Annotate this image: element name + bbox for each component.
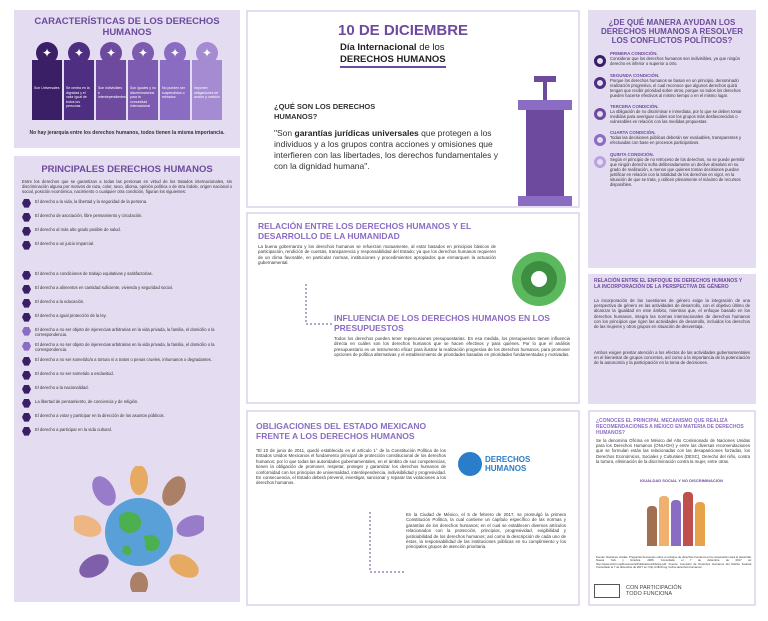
hexagon-icon [22,227,31,236]
question-heading: ¿QUÉ SON LOS DERECHOS HUMANOS? [274,102,376,121]
page-title: 10 DE DICIEMBRE [338,22,469,39]
hexagon-icon [22,213,31,222]
list-item: PRIMERA CONDICIÓN. Considerar que los derechos humanos son indivisibles, ya que ningún derecho es inferior o superior a otro. [588,51,756,67]
hexagon-icon [22,342,31,351]
lightbulb-icon: ✦ [196,42,218,64]
list-item: El derecho a no ser sometido a esclavitud. [22,371,232,380]
mechanism-title: ¿CONOCES EL PRINCIPAL MECANISMO QUE REALIZA RECOMENDACIONES A MÉXICO EN MATERIA DE DERECHOS HUMANOS? [596,418,744,436]
hexagon-icon [22,241,31,250]
obligations-body: "El 10 de junio de 2011, quedó establecido en el artículo 1° de la Constitución Política de los Estados Unidos Mexicanos el fundamento principal de protección constitucional de los derechos humanos; por lo que todas las autoridades gubernamentales, en el ámbito de sus competencias, tienen la obligación de promover, respetar, proteger y garantizar los derechos humanos de conformidad con los principios de universalidad, interdependencia, indivisibilidad y progresividad. En consecuencia, el Estado deberá prevenir, investigar, sancionar y reparar las violaciones a los derechos humanos. [256,448,446,486]
obligations-panel [246,410,580,606]
mechanism-panel [588,410,756,606]
lightbulb-icon: ✦ [68,42,90,64]
gender-title: RELACIÓN ENTRE EL ENFOQUE DE DERECHOS HUMANOS Y LA INCORPORACIÓN DE LA PERSPECTIVA DE GÉNERO [594,278,743,290]
list-item: QUINTA CONDICIÓN. Según el principio de no retroceso de los derechos, no se puede permitir que ningún derecho sufra deliberadamente un declive absoluto en su grado de realización, a menos que quienes toman decisiones puedan justificar en relación con la totalidad de los derechos en vigor, en la situación de que se trata, y utilicen plenamente el máximo de recursos disponibles. [588,152,756,187]
list-item: El derecho a no ser objeto de injerencias arbitrarias en la vida privada, la familia, el domicilio o la correspondencia. [22,327,232,337]
gender-body-2: Ambos exigen prestar atención a los efectos de las actividades gubernamentales en el bienestar de grupos concretos, así como a la importancia de la potenciación de la autonomía y la participación en la toma de decisiones. [594,350,750,366]
hexagon-icon [22,271,31,280]
influence-title: INFLUENCIA DE LOS DERECHOS HUMANOS EN LOS PRESUPUESTOS [334,313,550,333]
hexagon-icon [22,385,31,394]
characteristics-panel [14,10,240,148]
list-item: El derecho a la nacionalidad. [22,385,232,394]
subtitle-2: DERECHOS HUMANOS [340,54,446,68]
hexagon-icon [22,371,31,380]
lightbulb-icon: ✦ [36,42,58,64]
globe-icon [458,452,482,476]
subtitle: Día Internacional de los [340,42,445,53]
footer-logo: CON PARTICIPACIÓN TODO FUNCIONA [594,584,682,598]
fists-illustration [636,486,716,546]
relation-title: RELACIÓN ENTRE LOS DERECHOS HUMANOS Y EL DESARROLLO DE LA HUMANIDAD [258,221,471,241]
principal-rights-panel [14,156,240,602]
list-item: TERCERA CONDICIÓN. La obligación de no discriminar e inmediata, por lo que se deben tomar medidas para averiguar cuáles son los grupos más desfavorecidos o vulnerables en relación con las medidas propuestas. [588,104,756,124]
conflicts-title: ¿DE QUÉ MANERA AYUDAN LOS DERECHOS HUMANOS A RESOLVER LOS CONFLICTOS POLÍTICOS? [601,18,743,45]
influence-body: Todos los derechos pueden tener repercusiones presupuestarias. En esa medida, los presupuestos tienen influencia directa en cuáles son los derechos humanos que se hacen efectivos y para quiénes. Por lo que el análisis presupuestario es un instrumento eficaz para ilustrar la realización progresiva de los derechos humanos, para promover opciones de política alternativas y el establecimiento de prioridades basadas en prioridades fundamentadas y motivadas. [334,336,570,358]
dh-logo: DERECHOS HUMANOS [458,452,530,476]
lightbulb-icon: ✦ [164,42,186,64]
list-item: El derecho a participar en la vida cultural. [22,427,232,436]
list-item: El derecho a la vida, la libertad y la seguridad de la persona. [22,199,232,208]
gender-body: La incorporación de las cuestiones de género exige la integración de una perspectiva de género en las actividades de desarrollo, con el objetivo último de alcanzar la igualdad en este ámbito, mientras que, el enfoque basado en los derechos humanos, integra las normas internacionales de derechos humanos con los principios que rigen las actividades de desarrollo, incluidos los derechos de las mujeres y otros grupos en situación de desventaja. [594,298,750,330]
header-panel [246,10,580,208]
hexagon-icon [22,199,31,208]
principal-rights-intro: Entre los derechos que se garantizan a todas las personas en virtud de los tratados internacionales, sin discriminación alguna por motivos de raza, color, sexo, idioma, opinión política o de otra índole, origen nacional o social, posición económica, nacimiento o cualquier otra condición, figuran los siguientes: [22,179,232,195]
hexagon-icon [22,285,31,294]
list-item: CUARTA CONDICIÓN. Todas las decisiones públicas deberán ser evaluables, transparentes y efectuadas con base en procesos participativos. [588,130,756,146]
lightbulb-icon: ✦ [100,42,122,64]
relation-body: La buena gobernanza y los derechos humanos se refuerzan mutuamente, al estar basados en principios básicos de participación, rendición de cuentas, transparencia y responsabilidad del Estado; ya que los derechos humanos requieren de un clima favorable, en particular normas, instituciones y procedimientos apropiados que enmarquen la actuación gubernamental. [258,244,496,266]
list-item: El derecho a alimentos en cantidad suficiente, vivienda y seguridad social. [22,285,232,294]
gender-panel [588,274,756,404]
list-item: El derecho a no ser objeto de injerencias arbitrarias en la vida privada, la familia, el domicilio o la correspondencia. [22,342,232,352]
hexagon-icon [22,357,31,366]
circle-icon [594,156,606,168]
hexagon-icon [22,427,31,436]
circle-icon [594,134,606,146]
principal-rights-title: PRINCIPALES DERECHOS HUMANOS [41,164,213,175]
dotted-arrow [368,512,408,582]
list-item: SEGUNDA CONDICIÓN. Porque los derechos humanos se basan en un principio, denominado realización progresiva, el cual reconoce que algunos derechos quizá tengan que recibir prioridad sobre otros, porque no todos los derechos pueden hacerse efectivos al mismo tiempo o en el mismo lugar. [588,73,756,98]
list-item: La libertad de pensamiento, de conciencia y de religión. [22,399,232,408]
dotted-arrow [304,284,334,344]
bulb-4: ✦ Son iguales y no discriminatorios para la comunidad internacional [128,42,158,120]
sources: Fuente: Naciones Unidas. Preguntas frecuentes sobre el enfoque de derechos humanos en la cooperación para el desarrollo. Nueva York y Ginebra, 2006. Consultado el 7 de diciembre de 2017 en: http://www.ohchr.org/Documents/Publications/FAQsp.pdf. Fuente: Comisión de Derechos Humanos del Distrito Federal. Consultado el 7 de diciembre de 2017 en: http://cdhdf.org.mx/los-derechos-humanos/ [596,555,752,570]
bulb-3: ✦ Son indivisibles e interdependientes [96,42,126,120]
development-icon [510,250,568,308]
circle-icon [594,77,606,89]
obligations-title: OBLIGACIONES DEL ESTADO MEXICANO FRENTE A LOS DERECHOS HUMANOS [256,421,427,441]
list-item: El derecho a votar y participar en la dirección de los asuntos públicos. [22,413,232,422]
circle-icon [594,55,606,67]
list-item: El derecho de asociación, libre pensamiento y circulación. [22,213,232,222]
list-item: El derecho al más alto grado posible de salud. [22,227,232,236]
lightbulb-icon: ✦ [132,42,154,64]
characteristics-title: CARACTERÍSTICAS DE LOS DERECHOS HUMANOS [34,16,220,38]
conflicts-panel [588,10,756,268]
hexagon-icon [22,327,31,336]
characteristics-note: No hay jerarquía entre los derechos humanos, todos tienen la misma importancia. [29,130,225,136]
list-item: El derecho a condiciones de trabajo equitativas y satisfactorias. [22,271,232,280]
podium-illustration [518,76,572,206]
list-item: El derecho a la educación. [22,299,232,308]
rights-list [14,199,240,436]
hexagon-icon [22,299,31,308]
mechanism-body: Se la denomina Oficina en México del Alto Comisionado de Naciones Unidas para los Derechos Humanos (ONU-DH) y entre las diversas recomendaciones que se formulan están las relacionadas con las desapariciones forzadas, los Derechos Económicos, Sociales y Culturales (DESC), Derecho del niño, contra la tortura, eliminación de la discriminación contra la mujer, entre otras. [596,438,750,464]
hexagon-icon [22,313,31,322]
bulb-2: ✦ Se centra en la dignidad y el valor igual de todos los personas [64,42,94,120]
definition-quote: "Son garantías jurídicas universales que protegen a los individuos y a los grupos contra acciones y omisiones que interfieren con las libertades, los derechos fundamentales y con la dignidad humana". [274,128,498,171]
arc-text: IGUALDAD SOCIAL Y NO DISCRIMINACIÓN [640,478,723,483]
globe-hands-illustration [74,466,204,592]
list-item: El derecho a un juicio imparcial. [22,241,232,250]
relation-panel [246,212,580,404]
bulb-1: ✦ Son Universales [32,42,62,120]
list-item: El derecho a igual protección de la ley. [22,313,232,322]
characteristics-bulbs [14,42,240,120]
hexagon-icon [22,413,31,422]
hexagon-icon [22,399,31,408]
conditions-list [588,51,756,187]
obligations-body-2: En la Ciudad de México, el 5 de febrero de 2017, se promulgó la primera Constitución Política, la cual contiene un capítulo específico de las normas y garantías de los derechos humanos; en el cual se establecen diversos artículos relacionados con la protección, principios, progresividad, exigibilidad y justiciabilidad de los derechos humanos; así como la descripción de cada uno de éstos, la responsabilidad de las instituciones públicas en su cumplimiento y los principales grupos de atención prioritaria. [406,512,566,550]
circle-icon [594,108,606,120]
bulb-6: ✦ Imponen obligaciones de acción y omisión [192,42,222,120]
logo-icon [594,584,620,598]
list-item: El derecho a no ser sometido/a a tortura ni a tratos o penas crueles, inhumanos o degradantes. [22,357,232,366]
bulb-5: ✦ No pueden ser suspendidos o retirados [160,42,190,120]
